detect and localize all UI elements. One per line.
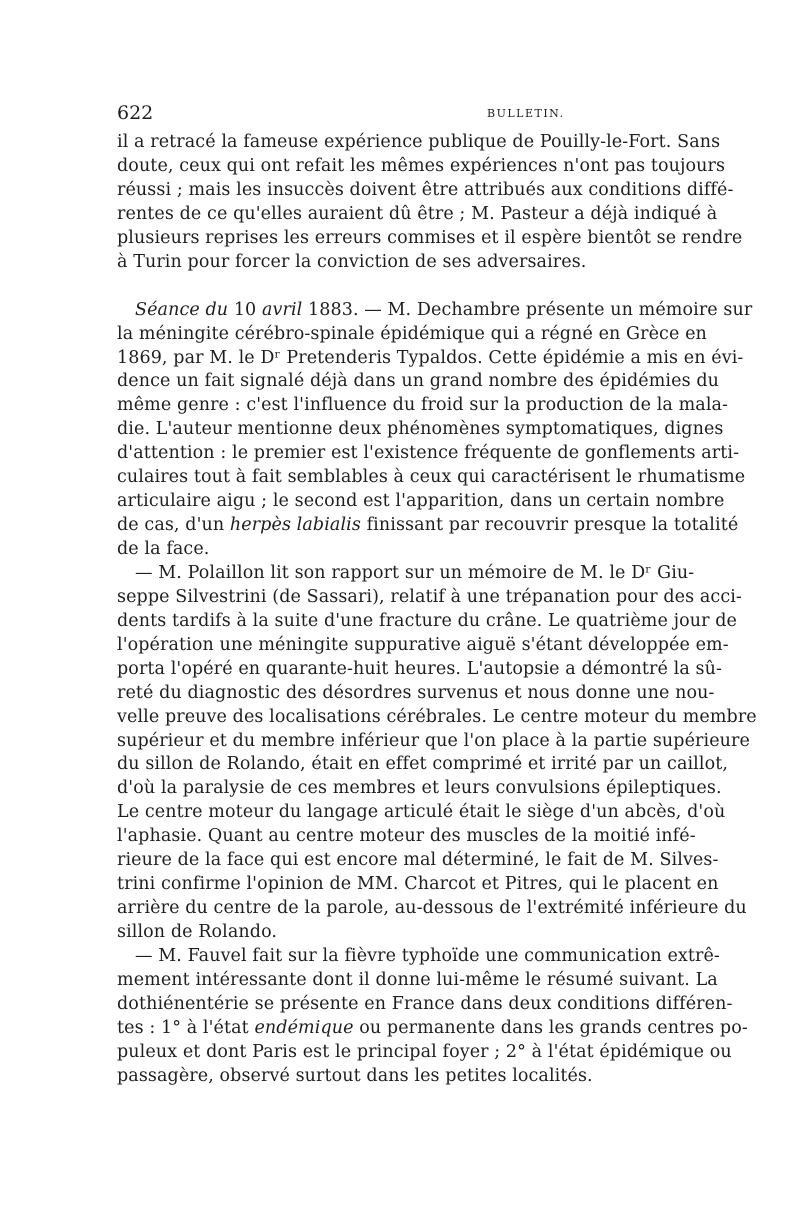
text-line: du sillon de Rolando, était en effet comprimé et irrité par un caillot, (117, 754, 729, 775)
text-run: 1883. — M. Dechambre présente un mémoire sur (302, 299, 753, 320)
session-label: Séance du (135, 299, 229, 320)
text-line: à Turin pour forcer la conviction de ses adversaires. (117, 251, 587, 272)
text-line: sillon de Rolando. (117, 922, 278, 942)
text-line: l'opération une méningite suppurative aiguë s'étant développée em- (117, 634, 729, 655)
text-line: die. L'auteur mentionne deux phénomènes symptomatiques, dignes (117, 419, 724, 440)
text-line: dothiénentérie se présente en France dans deux conditions différen- (117, 993, 733, 1014)
text-line: plusieurs reprises les erreurs commises et il espère bientôt se rendre (117, 227, 743, 248)
text-line: d'attention : le premier est l'existence fréquente de gonflements arti- (117, 443, 740, 464)
text-line: rieure de la face qui est encore mal déterminé, le fait de M. Silves- (117, 850, 719, 871)
text-run: finissant par recouvrir presque la totalité (360, 515, 739, 536)
text-line: dents tardifs à la suite d'une fracture du crâne. Le quatrième jour de (117, 610, 738, 631)
text-line: — M. Fauvel fait sur la fièvre typhoïde une communication extrê- (135, 945, 720, 966)
text-line: d'où la paralysie de ces membres et leurs convulsions épileptiques. (117, 778, 722, 799)
text-line: il a retracé la fameuse expérience publique de Pouilly-le-Fort. Sans (117, 132, 721, 152)
page-number: 622 (117, 102, 154, 124)
text-line: trini confirme l'opinion de MM. Charcot et Pitres, qui le placent en (117, 874, 719, 895)
text-line: même genre : c'est l'influence du froid sur la production de la mala- (117, 395, 729, 416)
text-line: l'aphasie. Quant au centre moteur des muscles de la moitié infé- (117, 826, 696, 847)
paragraph-fauvel (117, 945, 748, 1089)
text-line: reté du diagnostic des désordres survenus et nous donne une nou- (117, 682, 715, 703)
text-run: ou permanente dans les grands centres po- (353, 1017, 748, 1038)
text-line: — M. Polaillon lit son rapport sur un mémoire de M. le Dʳ Giu- (135, 562, 695, 583)
text-line: Le centre moteur du langage articulé était le siège d'un abcès, d'où (117, 802, 726, 823)
session-month: avril (261, 299, 303, 320)
paragraph-seance-dechambre (117, 299, 753, 562)
text-line: velle preuve des localisations cérébrales. Le centre moteur du membre (117, 706, 757, 727)
text-line: rentes de ce qu'elles auraient dû être ; M. Pasteur a déjà indiqué à (117, 203, 718, 224)
text-line: 1869, par M. le Dʳ Pretenderis Typaldos. Cette épidémie a mis en évi- (117, 347, 744, 368)
italic-term: endémique (254, 1017, 354, 1038)
text-line: porta l'opéré en quarante-huit heures. L'autopsie a démontré la sû- (117, 658, 722, 679)
text-line: doute, ceux qui ont refait les mêmes expériences n'ont pas toujours (117, 155, 726, 176)
paragraph-polaillon (117, 562, 757, 945)
text-line: passagère, observé surtout dans les petites localités. (117, 1065, 593, 1086)
paragraph-spacer (117, 275, 689, 299)
text-line: culaires tout à fait semblables à ceux qui caractérisent le rhumatisme (117, 467, 746, 488)
text-line: seppe Silvestrini (de Sassari), relatif à une trépanation pour des acci- (117, 586, 742, 607)
text-line: supérieur et du membre inférieur que l'on place à la partie supérieure (117, 730, 750, 751)
text-line: de la face. (117, 539, 210, 559)
body-text (117, 131, 757, 1089)
text-line: la méningite cérébro-spinale épidémique qui a régné en Grèce en (117, 323, 707, 344)
session-day: 10 (228, 299, 262, 320)
page-header (117, 100, 689, 126)
italic-term: herpès labialis (229, 515, 361, 536)
text-run: tes : 1° à l'état (117, 1017, 255, 1038)
running-head: BULLETIN. (487, 107, 565, 120)
text-line (117, 514, 739, 538)
text-line (117, 299, 753, 323)
text-line: réussi ; mais les insuccès doivent être attribués aux conditions diffé- (117, 179, 734, 200)
text-run: de cas, d'un (117, 515, 230, 536)
text-line (117, 1017, 748, 1041)
text-line: puleux et dont Paris est le principal foyer ; 2° à l'état épidémique ou (117, 1041, 732, 1062)
text-line: articulaire aigu ; le second est l'apparition, dans un certain nombre (117, 491, 725, 512)
text-line: dence un fait signalé déjà dans un grand nombre des épidémies du (117, 371, 719, 392)
text-line: arrière du centre de la parole, au-dessous de l'extrémité inférieure du (117, 898, 747, 919)
paragraph-pasteur (117, 131, 743, 275)
text-line: mement intéressante dont il donne lui-même le résumé suivant. La (117, 969, 718, 990)
